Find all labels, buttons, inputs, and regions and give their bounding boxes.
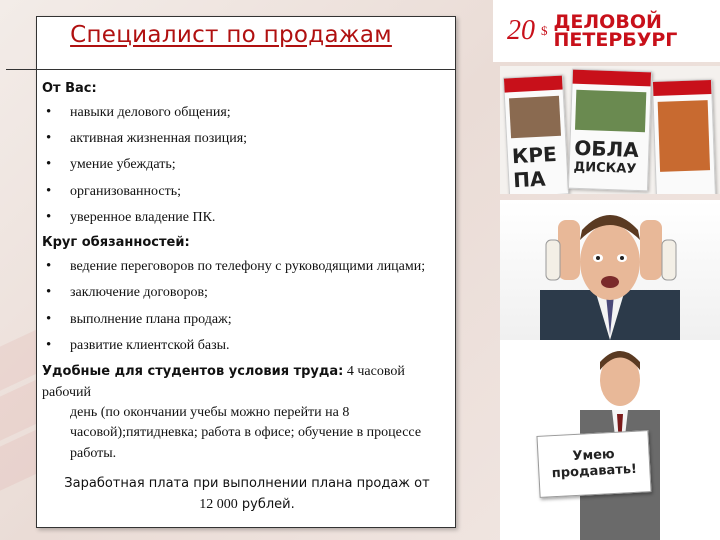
newspaper-headline: ОБЛА [573, 135, 640, 163]
conditions-text-first: 4 часовой рабочий [42, 364, 405, 400]
requirements-list [42, 103, 452, 228]
brand-logo [493, 0, 720, 62]
newspaper-icon [568, 69, 652, 192]
newspapers-photo [500, 66, 720, 194]
salary-amount: 12 000 [199, 496, 238, 512]
list-item: • развитие клиентской базы. [42, 336, 452, 356]
salary-line2 [42, 494, 452, 516]
vacancy-content [42, 80, 452, 516]
newspaper-headline: ДИСКАУ [573, 159, 637, 177]
newspaper-icon [652, 79, 716, 194]
list-item: • ведение переговоров по телефону с руководящими лицами; [42, 257, 452, 277]
list-item: • умение убеждать; [42, 155, 452, 175]
duties-heading: Круг обязанностей: [42, 235, 190, 251]
conditions-heading: Удобные для студентов условия труда: [42, 364, 344, 380]
sign-line2: продавать! [551, 461, 638, 482]
logo-line2: ПЕТЕРБУРГ [553, 29, 678, 51]
list-item: • выполнение плана продаж; [42, 310, 452, 330]
conditions-block [42, 362, 452, 463]
sign-line1: Умею [572, 447, 615, 465]
logo-anniversary-mark: 20 [507, 15, 535, 46]
logo-line1: ДЕЛОВОЙ [553, 10, 662, 33]
page-title: Специалист по продажам [70, 21, 392, 48]
duties-list [42, 257, 452, 356]
conditions-text-rest: день (по окончании учебы можно перейти на 8 часовой);пятидневка; работа в офисе; обучение в процессе работы. [70, 404, 422, 461]
salary-currency: рублей. [241, 496, 295, 512]
sales-sign [536, 430, 651, 498]
salary-line1: Заработная плата при выполнении плана продаж от [64, 475, 430, 491]
list-item: • уверенное владение ПК. [42, 208, 452, 228]
list-item: • активная жизненная позиция; [42, 129, 452, 149]
requirements-heading: От Вас: [42, 81, 97, 96]
list-item: • навыки делового общения; [42, 103, 452, 123]
newspaper-icon [503, 75, 569, 194]
salary-block [42, 474, 452, 516]
newspaper-headline: КРЕ [511, 141, 558, 169]
title-box [6, 0, 456, 70]
logo-text [553, 10, 678, 51]
stressed-man-illustration [500, 200, 720, 340]
stressed-man-photo [500, 200, 720, 340]
logo-dollar-sign: $ [541, 23, 548, 38]
list-item: • заключение договоров; [42, 283, 452, 303]
newspaper-headline: ПА [512, 166, 547, 193]
list-item: • организованность; [42, 182, 452, 202]
